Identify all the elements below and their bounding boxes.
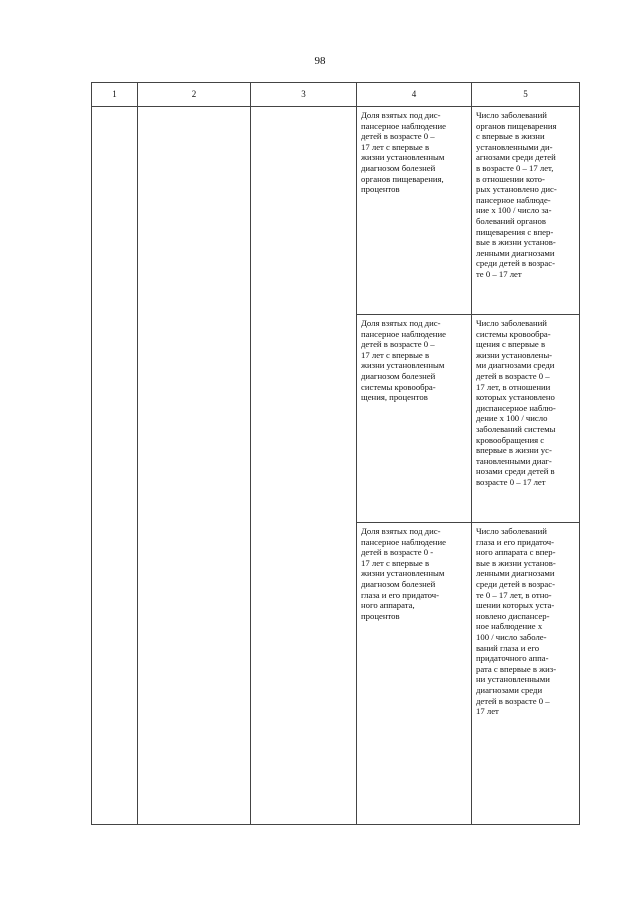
header-col-1: 1 xyxy=(92,83,138,107)
header-col-5: 5 xyxy=(472,83,580,107)
indicator-name-digestive: Доля взятых под дис- пансерное наблюдение детей в возрасте 0 – 17 лет с впервые в жизни установленным диагнозом болезней органов пищеварения, процентов xyxy=(361,110,446,195)
header-col-4: 4 xyxy=(357,83,472,107)
empty-cell-col-3 xyxy=(251,107,357,825)
header-col-3: 3 xyxy=(251,83,357,107)
indicator-name-circulatory: Доля взятых под дис- пансерное наблюдение детей в возрасте 0 – 17 лет с впервые в жизни установленным диагнозом болезней системы кровообра- щения, процентов xyxy=(361,318,446,403)
indicator-formula-digestive: Число заболеваний органов пищеварения с впервые в жизни установленными ди- агнозами среди детей в возрасте 0 – 17 лет, в отношении кото- рых установлено дис- пансерное наблюде- ние х 100 / число за- болеваний органов пищеварения с впер- вые в жизни установ- ленными диагнозами среди детей в возрас- те 0 – 17 лет xyxy=(476,110,557,279)
indicator-name-cell xyxy=(357,107,472,315)
indicator-name-cell xyxy=(357,315,472,523)
page-number: 98 xyxy=(314,55,326,67)
indicator-formula-cell xyxy=(472,107,580,315)
indicator-name-cell xyxy=(357,523,472,825)
header-col-2: 2 xyxy=(138,83,251,107)
table-header-row xyxy=(92,83,580,107)
indicator-formula-cell xyxy=(472,523,580,825)
empty-cell-col-1 xyxy=(92,107,138,825)
indicator-name-eye: Доля взятых под дис- пансерное наблюдение детей в возрасте 0 - 17 лет с впервые в жизни установленным диагнозом болезней глаза и его придаточ- ного аппарата, процентов xyxy=(361,526,446,621)
indicator-formula-cell xyxy=(472,315,580,523)
indicator-formula-eye: Число заболеваний глаза и его придаточ- ного аппарата с впер- вые в жизни установ- ленными диагнозами среди детей в возрас- те 0 – 17 лет, в отно- шении которых уста- новлено диспансер- ное наблюдение х 100 / число заболе- ваний глаза и его придаточного аппа- рата с впервые в жиз- ни установленными диагнозами среди детей в возрасте 0 – 17 лет xyxy=(476,526,557,717)
indicators-table xyxy=(91,82,580,825)
empty-cell-col-2 xyxy=(138,107,251,825)
indicator-formula-circulatory: Число заболеваний системы кровообра- щения с впервые в жизни установлены- ми диагнозами среди детей в возрасте 0 – 17 лет, в отношении которых установлено диспансерное наблю- дение х 100 / число заболеваний системы кровообращения с впервые в жизни ус- тановленными диаг- нозами среди детей в возрасте 0 – 17 лет xyxy=(476,318,556,487)
table-row xyxy=(92,107,580,315)
